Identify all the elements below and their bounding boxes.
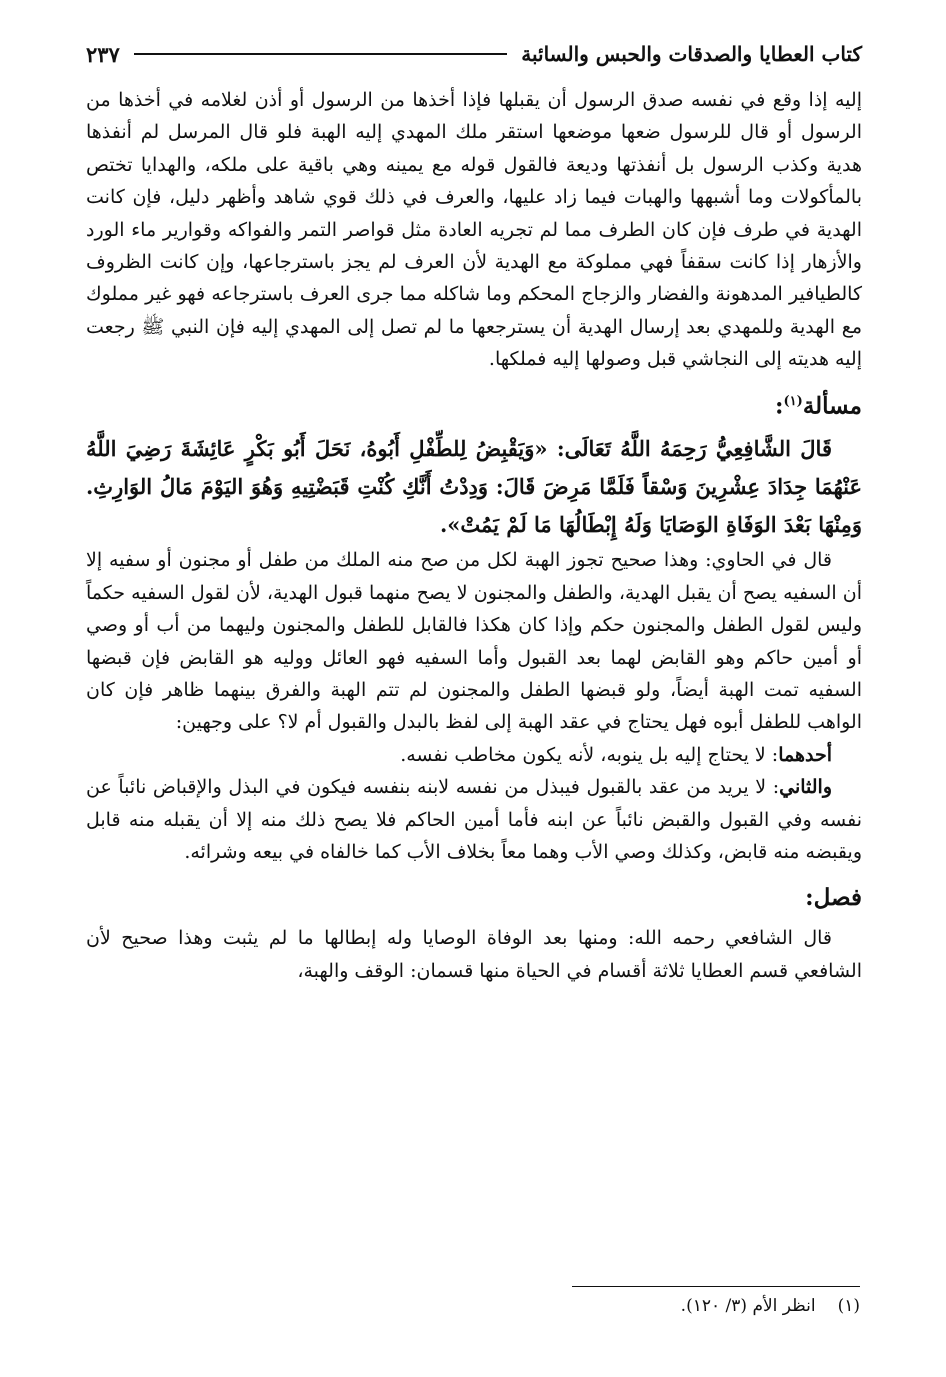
footnote-marker: (١) — [837, 1296, 860, 1316]
page-number: ٢٣٧ — [86, 41, 120, 67]
paragraph-3 — [86, 739, 862, 771]
section-heading-masala — [86, 386, 862, 423]
header-rule — [134, 53, 507, 55]
footnote-rule — [572, 1286, 860, 1287]
paragraph-3-label: أحدهما — [778, 743, 832, 766]
section-heading-masala-text: مسألة — [802, 392, 862, 420]
page-body — [86, 84, 862, 987]
paragraph-2: قال في الحاوي: وهذا صحيح تجوز الهبة لكل من صح منه الملك من طفل أو مجنون أو سفيه إلا أن السفيه يصح أن يقبل الهدية، والطفل والمجنون لا يصح منهما قبول الهدية، لأن لقول السفيه حكماً وليس لقول الطفل والمجنون حكم وإذا كان هكذا فالقابل للطفل والمجنون وليهما من أب أو وصي أو أمين حاكم وهو القابض لهما بعد القبول وأما السفيه فهو العائل ووليه هو القابض فإن قبضها السفيه تمت الهبة أيضاً، ولو قبضها الطفل والمجنون لم تتم الهبة والفرق بينهما ظاهر فإن كان الواهب للطفل أبوه فهل يحتاج في عقد الهبة إلى لفظ بالبدل والقبول أم لا؟ على وجهين: — [86, 549, 862, 734]
paragraph-4-text: : لا يريد من عقد بالقبول فيبذل من نفسه لابنه بنفسه فيكون في البذل والإقباض نائباً عن نفسه وفي القبول والقبض نائباً عن ابنه فأما أمين الحاكم فلا يصح ذلك منه إلا أن يقبله منه قابل ويقبضه منه قابض، وكذلك وصي الأب وهما معاً بخلاف الأب كما خالفاه في بيعه وشرائه. — [86, 776, 862, 863]
footnote-text: انظر الأم (٣/ ١٢٠). — [680, 1296, 816, 1316]
running-title: كتاب العطايا والصدقات والحبس والسائبة — [521, 42, 862, 66]
paragraph-1: إليه إذا وقع في نفسه صدق الرسول أن يقبلها فإذا أخذها من الرسول أو أذن لغلامه في أخذها من الرسول أو قال للرسول ضعها موضعها استقر ملك المهدي إليه الهبة فلو قال المرسل لم أنفذها هدية وكذب الرسول بل أنفذتها وديعة فالقول قوله مع يمينه وهي باقية على ملكه، والهدايا تختص بالمأكولات وما أشبهها والهبات فيما زاد عليها، والعرف في ذلك قوي شاهد وأظهر دليل، فإن كانت الهدية في طرف فإن كان الطرف مما لم تجريه العادة مثل قواصر التمر والفواكه وقوارير ماء الورد والأزهار إذا كانت سقفاً فهي مملوكة مع الهدية لأن العرف لم يجز باسترجاعها، وإن كانت الظروف كالطيافير المدهونة والفضار والزجاج المحكم وما شاكله مما جرى العرف باسترجاعه فهو غير مملوك مع الهدية وللمهدي بعد إرسال الهدية أن يسترجعها ما لم تصل إلى المهدي إليه فإن النبي ﷺ رجعت إليه هديته إلى النجاشي قبل وصولها إليه فملكها. — [86, 89, 862, 371]
paragraph-5: قال الشافعي رحمه الله: ومنها بعد الوفاة الوصايا وله إبطالها ما لم يثبت وهذا صحيح لأن الشافعي قسم العطايا ثلاثة أقسام في الحياة منها قسمان: الوقف والهبة، — [86, 927, 862, 982]
shafii-quote: قَالَ الشَّافِعِيُّ رَحِمَهُ اللَّهُ تَعَالَى: «وَيَقْبِضُ لِلطِّفْلِ أَبُوهُ، نَحَلَ أَبُو بَكْرٍ عَائِشَةَ رَضِيَ اللَّهُ عَنْهُمَا جِدَادَ عِشْرِينَ وَسْقاً فَلَمَّا مَرِضَ قَالَ: وَدِدْتُ أَنَّكِ كُنْتِ قَبَضْتِيهِ وَهُوَ اليَوْمَ مَالُ الوَارِثِ. وَمِنْهَا بَعْدَ الوَفَاةِ الوَصَايَا وَلَهُ إِبْطَالُهَا مَا لَمْ يَمُتْ». — [86, 436, 862, 538]
footnote — [360, 1292, 860, 1320]
paragraph-3-text: : لا يحتاج إليه بل ينوبه، لأنه يكون مخاطب نفسه. — [400, 743, 779, 766]
running-header — [86, 36, 862, 72]
paragraph-4-label: والثاني — [779, 776, 832, 799]
footnote-ref-1[interactable]: (١) — [783, 393, 803, 409]
paragraph-4 — [86, 771, 862, 868]
section-heading-fasl: فصل: — [805, 884, 862, 912]
section-heading-masala-colon: : — [775, 392, 784, 420]
